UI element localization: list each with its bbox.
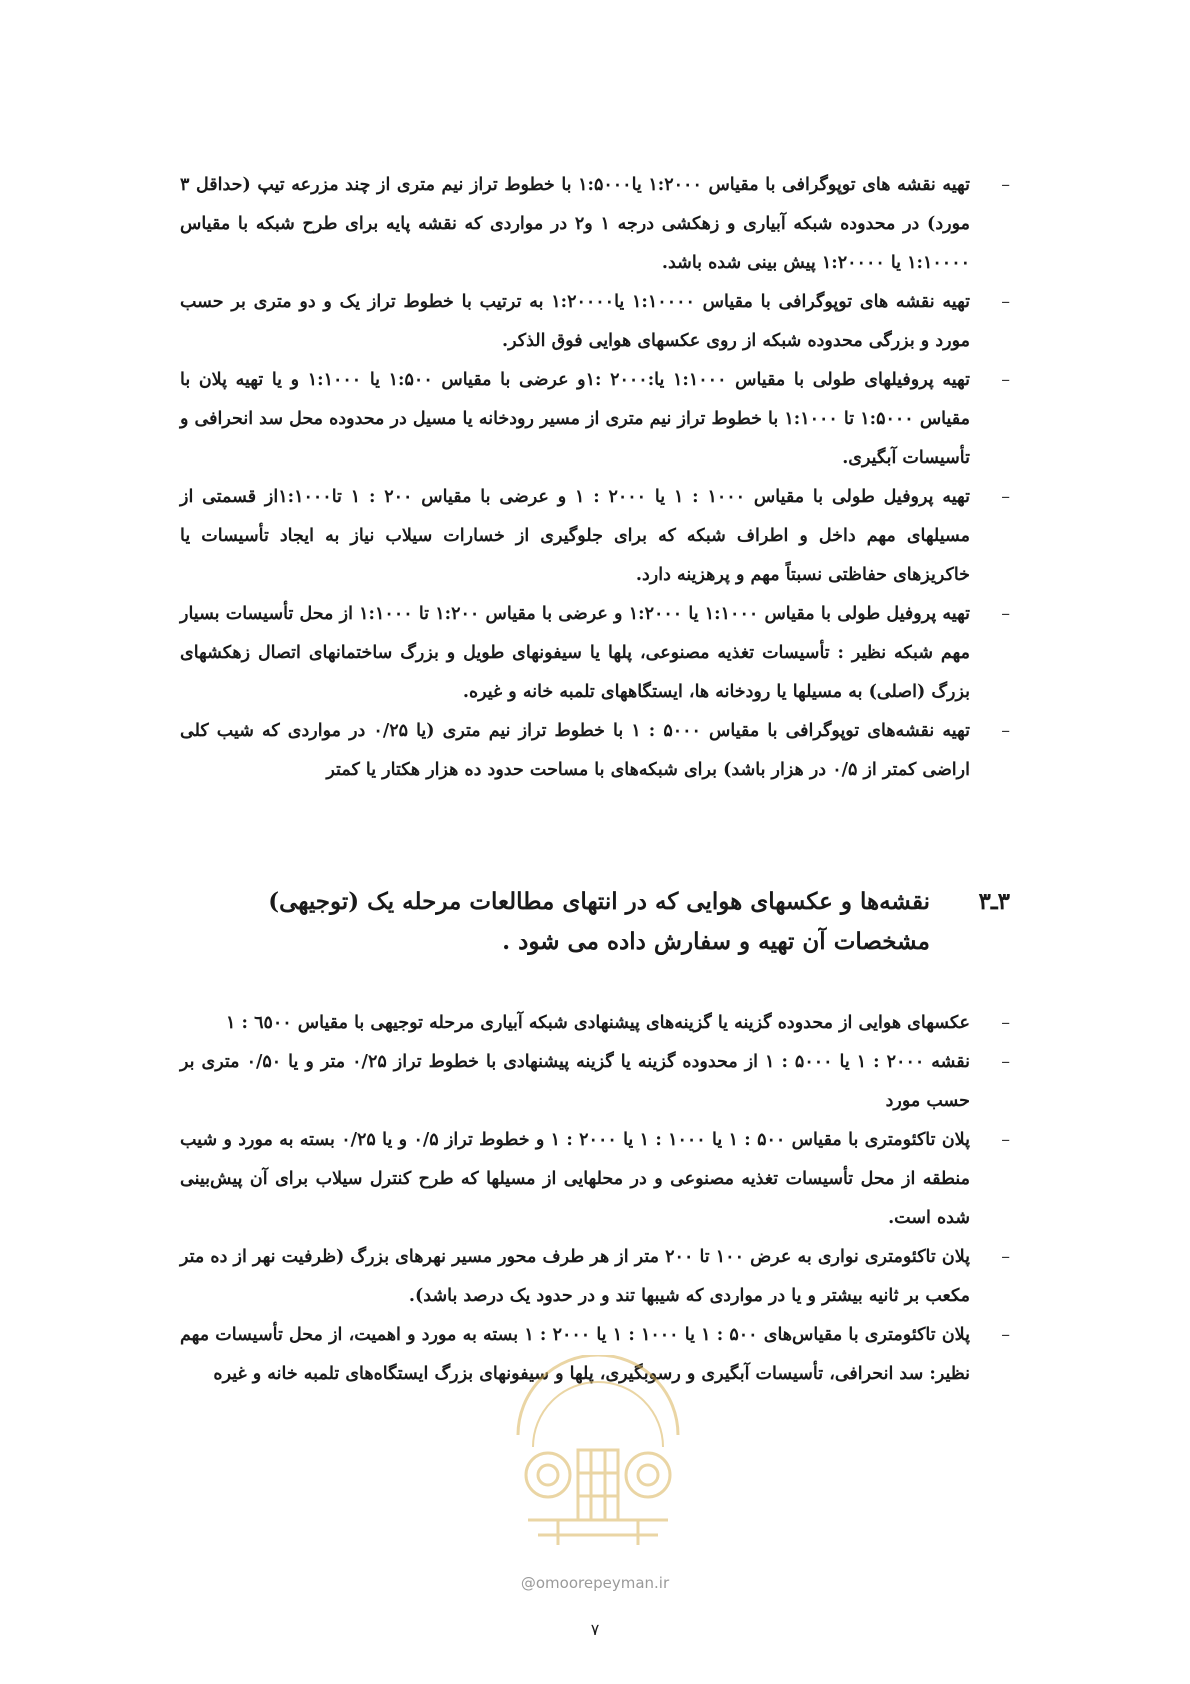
- list-item: [180, 361, 1010, 478]
- section-title: نقشه‌ها و عکسهای هوایی که در انتهای مطالعات مرحله یک (توجیهی) مشخصات آن تهیه و سفارش داده می شود .: [268, 888, 930, 955]
- bullet-dash: –: [1001, 1013, 1010, 1033]
- bullet-dash: –: [1001, 487, 1010, 507]
- bullet-dash: –: [1001, 175, 1010, 195]
- list-item-text: عکسهای هوایی از محدوده گزینه یا گزینه‌های پیشنهادی شبکه آبیاری مرحله توجیهی با مقیاس ٦٥٠٠ : ۱: [226, 1013, 970, 1033]
- bullet-dash: –: [1001, 370, 1010, 390]
- list-item-text: پلان تاکئومتری با مقیاس ۵۰۰ : ۱ یا ۱۰۰۰ : ۱ یا ۲۰۰۰ : ۱ و خطوط تراز ۰/۵ و یا ۰/۲۵ بسته به مورد و شیب منطقه از محل تأسیسات تغذیه مصنوعی و در محلهایی از مسیلها که طرح کنترل سیلاب برای آن پیش‌بینی شده است.: [180, 1130, 970, 1228]
- requirements-list-1: [180, 166, 1010, 790]
- list-item: [180, 166, 1010, 283]
- list-item: [180, 283, 1010, 361]
- bullet-dash: –: [1001, 292, 1010, 312]
- list-item: [180, 1004, 1010, 1043]
- list-item-text: نقشه ۲۰۰۰ : ۱ یا ۵۰۰۰ : ۱ از محدوده گزینه یا گزینه پیشنهادی با خطوط تراز ۰/۲۵ متر و یا ۰/۵۰ متری بر حسب مورد: [180, 1052, 970, 1111]
- list-item: [180, 595, 1010, 712]
- page-number: ۷: [590, 1620, 600, 1639]
- list-item-text: تهیه نقشه های توپوگرافی با مقیاس ۱:۱۰۰۰۰ یا۱:۲۰۰۰۰ به ترتیب با خطوط تراز یک و دو متری بر حسب مورد و بزرگی محدوده شبکه از روی عکسهای هوایی فوق الذکر.: [180, 292, 971, 351]
- bullet-dash: –: [1001, 1130, 1010, 1150]
- list-item-text: تهیه پروفیلهای طولی با مقیاس ۱:۱۰۰۰ یا:۲۰۰۰ :۱و عرضی با مقیاس ۱:۵۰۰ یا ۱:۱۰۰۰ و یا تهیه پلان با مقیاس ۱:۵۰۰۰ تا ۱:۱۰۰۰ با خطوط تراز نیم متری از مسیر رودخانه یا مسیل در محدوده محل سد انحرافی و تأسیسات آبگیری.: [180, 370, 971, 468]
- list-item: [180, 1043, 1010, 1121]
- list-item: [180, 1238, 1010, 1316]
- bullet-dash: –: [1001, 1052, 1010, 1072]
- bullet-dash: –: [1001, 1325, 1010, 1345]
- list-item: [180, 712, 1010, 790]
- requirements-list-2: [180, 1004, 1010, 1394]
- list-item: [180, 1121, 1010, 1238]
- list-item-text: تهیه پروفیل طولی با مقیاس ۱:۱۰۰۰ یا ۱:۲۰۰۰ و عرضی با مقیاس ۱:۲۰۰ تا ۱:۱۰۰۰ از محل تأسیسات بسیار مهم شبکه نظیر : تأسیسات تغذیه مصنوعی، پلها یا سیفونهای طویل و بزرگ ساختمانهای اتصال زهکشهای بزرگ (اصلی) به مسیلها یا رودخانه ها، ایستگاههای تلمبه خانه و غیره.: [180, 604, 971, 702]
- bullet-dash: –: [1001, 604, 1010, 624]
- list-item-text: پلان تاکئومتری با مقیاس‌های ۵۰۰ : ۱ یا ۱۰۰۰ : ۱ یا ۲۰۰۰ : ۱ بسته به مورد و اهمیت، از محل تأسیسات مهم نظیر: سد انحرافی، تأسیسات آبگیری و رسوبگیری، پلها و سیفونهای بزرگ ایستگاه‌های تلمبه خانه و غیره: [180, 1325, 970, 1384]
- bullet-dash: –: [1001, 1247, 1010, 1267]
- list-item-text: تهیه نقشه های توپوگرافی با مقیاس ۱:۲۰۰۰ یا۱:۵۰۰۰ با خطوط تراز نیم متری از چند مزرعه تیپ (حداقل ۳ مورد) در محدوده شبکه آبیاری و زهکشی درجه ۱ و۲ در مواردی که نقشه پایه برای طرح شبکه با مقیاس ۱:۱۰۰۰۰ یا ۱:۲۰۰۰۰ پیش بینی شده باشد.: [180, 175, 970, 273]
- list-item: [180, 1316, 1010, 1394]
- watermark-url: @omoorepeyman.ir: [520, 1574, 670, 1592]
- list-item-text: تهیه پروفیل طولی با مقیاس ۱۰۰۰ : ۱ یا ۲۰۰۰ : ۱ و عرضی با مقیاس ۲۰۰ : ۱ تا۱:۱۰۰۰از قسمتی از مسیلهای مهم داخل و اطراف شبکه که برای جلوگیری از خسارات سیلاب نیاز به ایجاد تأسیسات یا خاکریزهای حفاظتی نسبتاً مهم و پرهزینه دارد.: [180, 487, 970, 585]
- section-heading: [180, 882, 1010, 962]
- list-item: [180, 478, 1010, 595]
- list-item-text: تهیه نقشه‌های توپوگرافی با مقیاس ۵۰۰۰ : ۱ با خطوط تراز نیم متری (یا ۰/۲۵ در مواردی که شیب کلی اراضی کمتر از ۰/۵ در هزار باشد) برای شبکه‌های با مساحت حدود ده هزار هکتار یا کمتر: [180, 721, 970, 780]
- section-number: ۳ـ۳: [978, 888, 1010, 915]
- bullet-dash: –: [1001, 721, 1010, 741]
- list-item-text: پلان تاکئومتری نواری به عرض ۱۰۰ تا ۲۰۰ متر از هر طرف محور مسیر نهرهای بزرگ (ظرفیت نهر از ده متر مکعب بر ثانیه بیشتر و یا در مواردی که شیبها تند و در حدود یک درصد باشد).: [180, 1247, 971, 1306]
